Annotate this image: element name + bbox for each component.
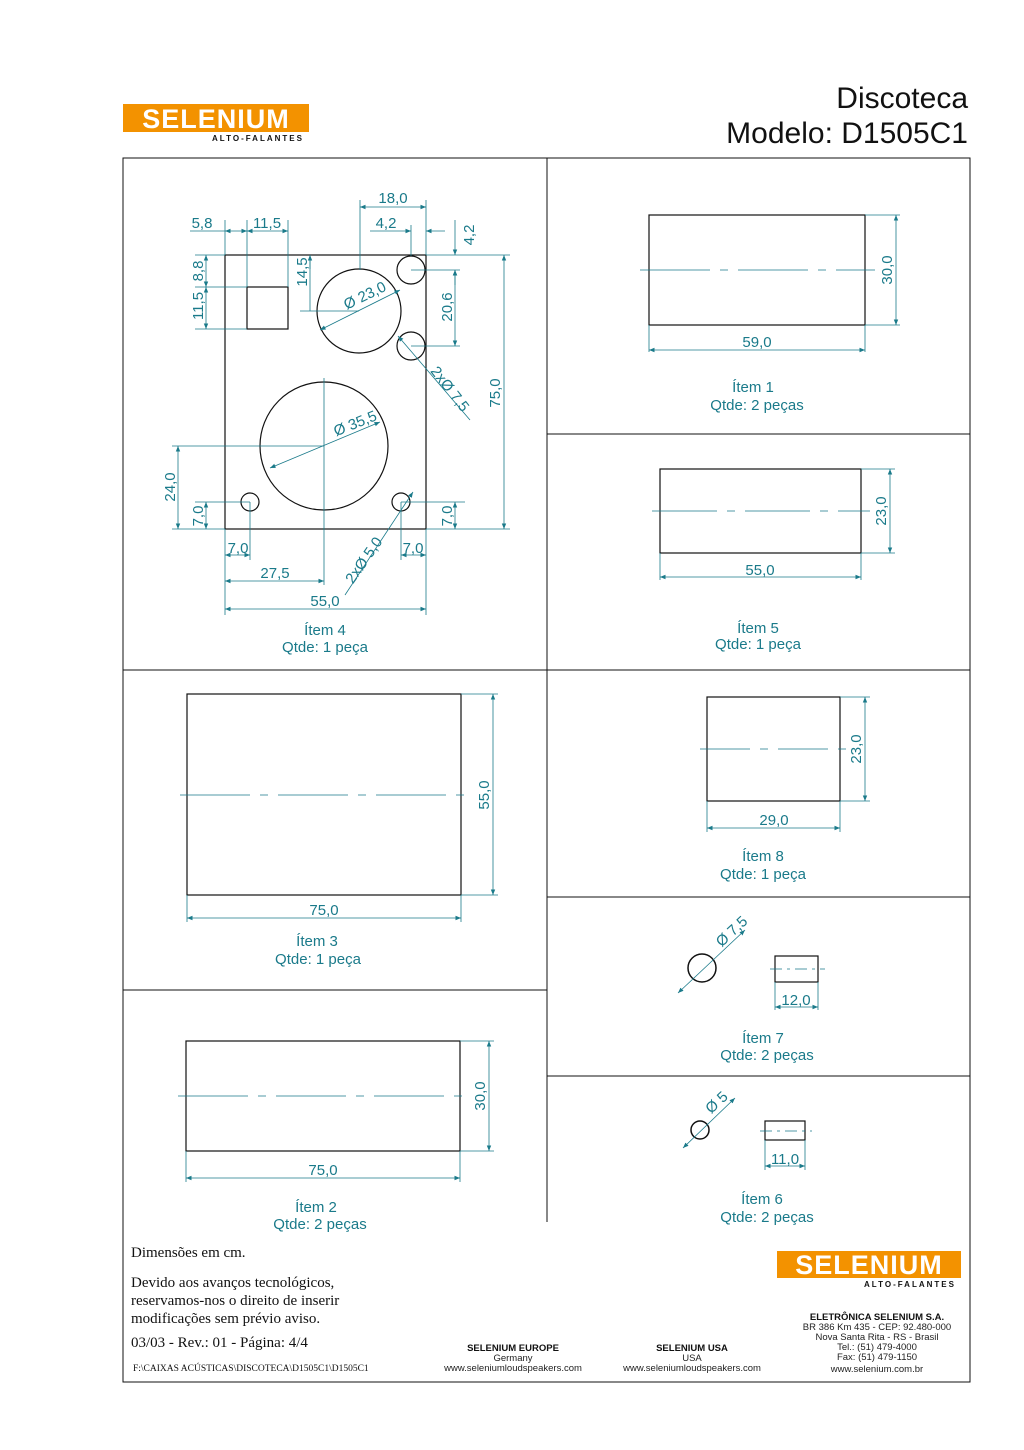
notice-line-1: Devido aos avanços tecnológicos, xyxy=(131,1275,335,1291)
item3-qty: Qtde: 1 peça xyxy=(275,951,361,968)
item6-qty: Qtde: 2 peças xyxy=(720,1209,814,1226)
europe-country: Germany xyxy=(493,1353,533,1364)
usa-title: SELENIUM USA xyxy=(656,1343,728,1354)
usa-url: www.seleniumloudspeakers.com xyxy=(623,1363,761,1374)
website: www.selenium.com.br xyxy=(830,1364,924,1375)
usa-country: USA xyxy=(682,1353,702,1364)
item8-qty: Qtde: 1 peça xyxy=(720,866,806,883)
title-line-2: Modelo: D1505C1 xyxy=(726,117,968,150)
item4-drawing xyxy=(162,190,510,656)
item8-width-label: 29,0 xyxy=(759,812,789,829)
dim-label: 27,5 xyxy=(260,565,290,582)
dim-label: 2xØ 7,5 xyxy=(426,363,473,416)
item8-name: Ítem 8 xyxy=(742,848,784,865)
item2-name: Ítem 2 xyxy=(295,1199,337,1216)
sheet-frame xyxy=(123,158,970,1382)
item6-side xyxy=(765,1121,805,1140)
europe-url: www.seleniumloudspeakers.com xyxy=(444,1363,582,1374)
item3-height-label: 55,0 xyxy=(476,780,493,810)
item7-drawing xyxy=(678,913,825,1064)
item4-name: Ítem 4 xyxy=(304,622,346,639)
logo-tagline: ALTO-FALANTES xyxy=(212,134,304,143)
item6-drawing xyxy=(683,1088,814,1226)
dim-label: 11,5 xyxy=(190,291,207,321)
dim-label: 7,0 xyxy=(190,505,207,527)
item4-part-outline xyxy=(225,255,426,529)
dim-label: 55,0 xyxy=(310,593,340,610)
item7-diameter-label: Ø 7,5 xyxy=(712,912,752,951)
item6-diameter-label: Ø 5 xyxy=(702,1088,732,1118)
dim-label: 14,5 xyxy=(294,257,311,287)
dim-label: Ø 23,0 xyxy=(341,278,389,314)
revision-info: 03/03 - Rev.: 01 - Página: 4/4 xyxy=(131,1335,308,1351)
item8-drawing xyxy=(700,697,870,883)
footer xyxy=(131,1245,961,1375)
dim-label: 4,2 xyxy=(375,215,397,232)
item6-circle xyxy=(691,1121,709,1139)
item1-name: Ítem 1 xyxy=(732,379,774,396)
item7-qty: Qtde: 2 peças xyxy=(720,1047,814,1064)
file-path: F:\CAIXAS ACÚSTICAS\DISCOTECA\D1505C1\D1505C1 xyxy=(133,1364,369,1374)
title-line-1: Discoteca xyxy=(836,82,968,115)
dim-label: 2xØ 5,0 xyxy=(342,534,387,587)
item5-name: Ítem 5 xyxy=(737,620,779,637)
fax: Fax: (51) 479-1150 xyxy=(836,1352,918,1363)
item3-drawing xyxy=(180,694,498,968)
item7-name: Ítem 7 xyxy=(742,1030,784,1047)
item5-qty: Qtde: 1 peça xyxy=(715,636,801,653)
item3-width-label: 75,0 xyxy=(309,902,339,919)
bottom-logo-brand: SELENIUM xyxy=(795,1250,943,1280)
dim-label: 75,0 xyxy=(487,378,504,408)
item1-height-label: 30,0 xyxy=(879,255,896,285)
bottom-logo-tagline: ALTO-FALANTES xyxy=(864,1280,956,1289)
dim-label: 5,8 xyxy=(191,215,213,232)
dim-label: 4,2 xyxy=(461,224,478,246)
dim-label: 20,6 xyxy=(439,292,456,322)
item1-qty: Qtde: 2 peças xyxy=(710,397,804,414)
notice-line-3: modificações sem prévio aviso. xyxy=(131,1311,321,1327)
item6-length-label: 11,0 xyxy=(770,1151,800,1168)
units-note: Dimensões em cm. xyxy=(131,1245,246,1261)
item7-length-label: 12,0 xyxy=(781,992,811,1009)
address-line-1: BR 386 Km 435 - CEP: 92.480-000 xyxy=(802,1322,952,1333)
dim-label: 7,0 xyxy=(402,540,424,557)
company-name: ELETRÔNICA SELENIUM S.A. xyxy=(809,1312,945,1323)
phone: Tel.: (51) 479-4000 xyxy=(837,1342,917,1353)
item2-qty: Qtde: 2 peças xyxy=(273,1216,367,1233)
dim-label: 18,0 xyxy=(378,190,408,207)
dim-label: 8,8 xyxy=(190,260,207,282)
item2-drawing xyxy=(178,1041,494,1233)
dim-label: 24,0 xyxy=(162,472,179,502)
logo-brand-text: SELENIUM xyxy=(142,104,290,134)
notice-line-2: reservamos-nos o direito de inserir xyxy=(131,1293,340,1309)
item7-circle xyxy=(688,954,716,982)
top-logo xyxy=(123,104,309,143)
item2-width-label: 75,0 xyxy=(308,1162,338,1179)
item4-qty: Qtde: 1 peça xyxy=(282,639,368,656)
item5-drawing xyxy=(652,469,895,653)
item4-dimension-labels xyxy=(162,190,504,610)
europe-title: SELENIUM EUROPE xyxy=(467,1343,559,1354)
item5-height-label: 23,0 xyxy=(873,496,890,526)
item8-height-label: 23,0 xyxy=(848,734,865,764)
item2-height-label: 30,0 xyxy=(472,1081,489,1111)
bottom-logo xyxy=(777,1250,961,1289)
address-line-2: Nova Santa Rita - RS - Brasil xyxy=(815,1332,939,1343)
dim-label: 7,0 xyxy=(227,540,249,557)
item6-name: Ítem 6 xyxy=(741,1191,783,1208)
item5-width-label: 55,0 xyxy=(745,562,775,579)
dim-label: 7,0 xyxy=(439,505,456,527)
item3-name: Ítem 3 xyxy=(296,933,338,950)
dim-label: Ø 35,5 xyxy=(331,407,380,441)
item3-outline xyxy=(187,694,461,895)
item1-drawing xyxy=(640,215,900,414)
item1-width-label: 59,0 xyxy=(742,334,772,351)
dim-label: 11,5 xyxy=(252,215,282,232)
